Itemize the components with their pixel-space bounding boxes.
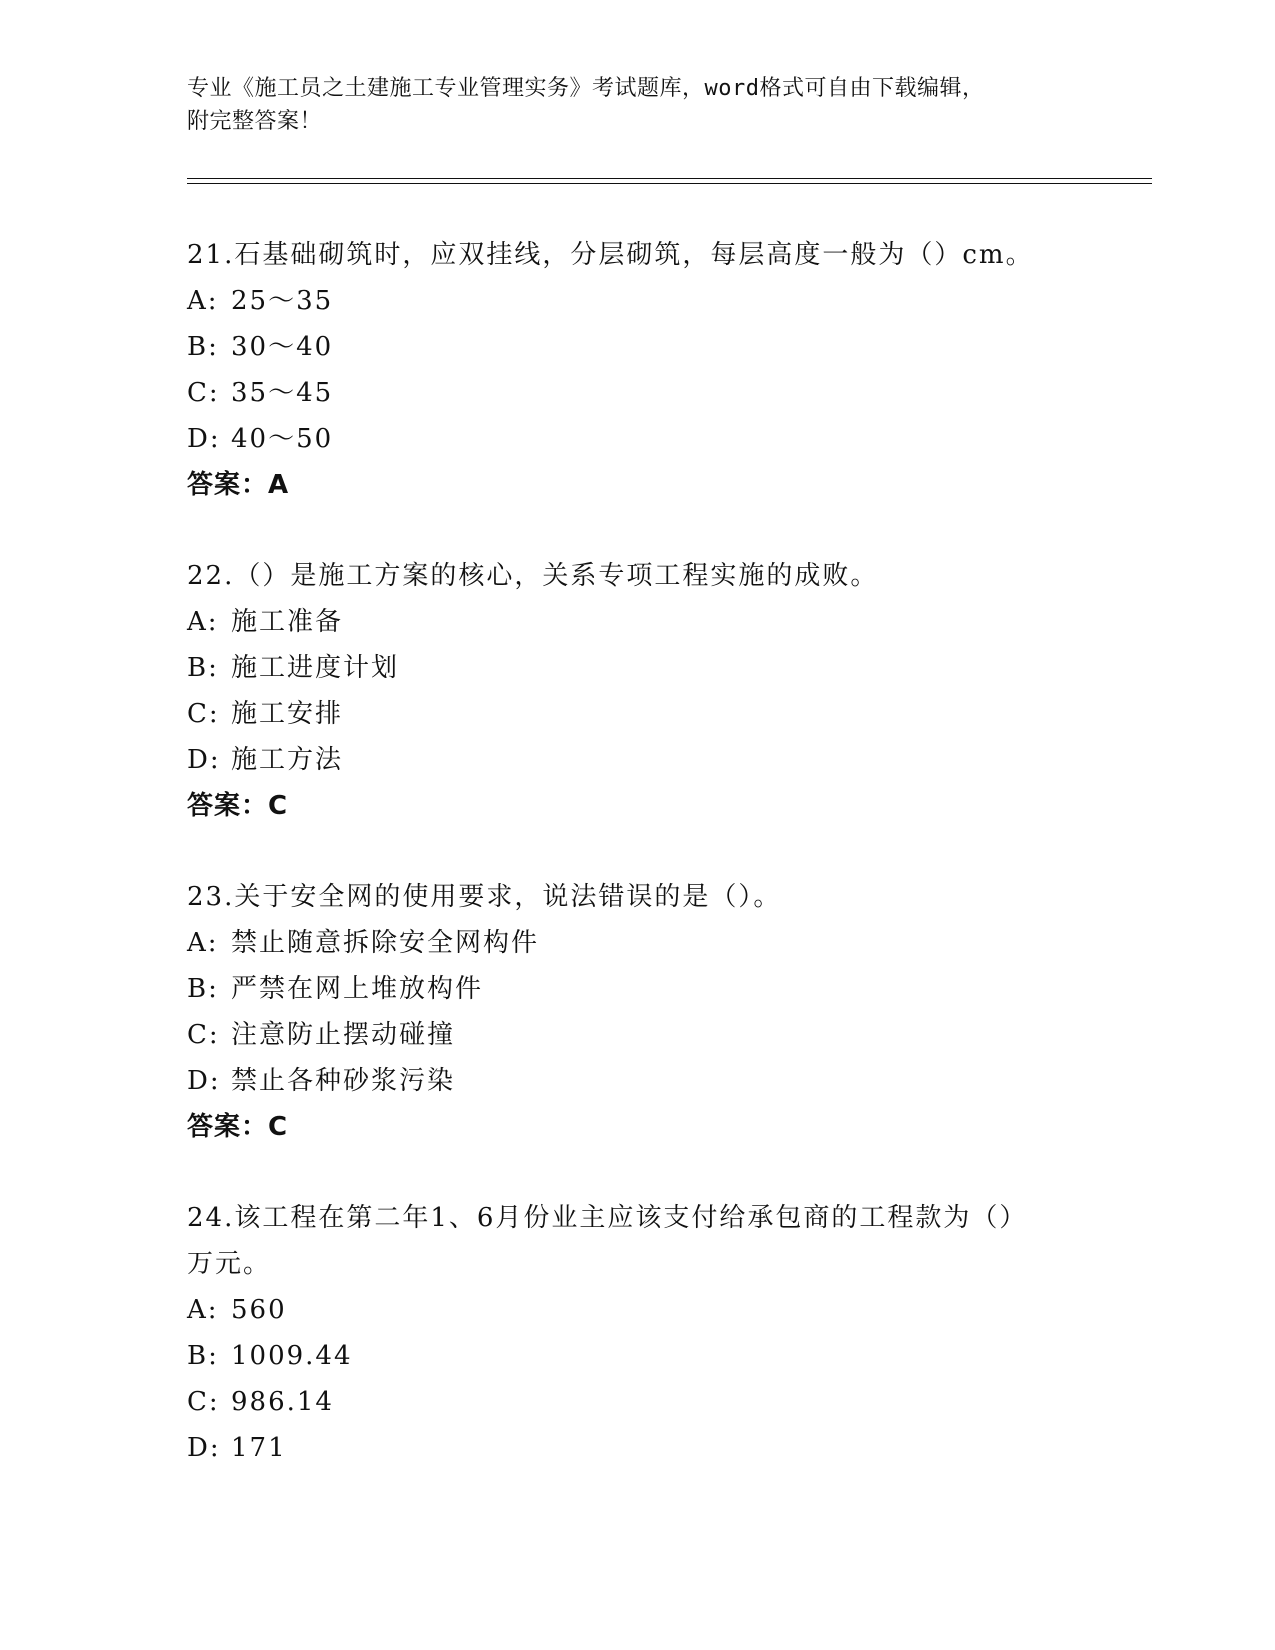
header-divider-top [187, 178, 1152, 179]
option-letter: B: [187, 653, 219, 683]
option-letter: B: [187, 332, 219, 362]
option-letter: D: [187, 424, 221, 454]
document-header [187, 72, 1087, 138]
option-b [187, 1333, 1067, 1379]
option-letter: A: [187, 607, 219, 637]
option-letter: A: [187, 1295, 219, 1325]
header-line-1: 专业《施工员之土建施工专业管理实务》考试题库，word格式可自由下载编辑， [187, 76, 985, 101]
option-text: 171 [231, 1433, 287, 1463]
header-line-2: 附完整答案！ [187, 109, 323, 134]
answer-label: 答案： [187, 791, 269, 821]
header-divider-bottom [187, 183, 1152, 184]
option-text: 施工准备 [231, 607, 344, 637]
option-letter: B: [187, 1341, 219, 1371]
option-letter: C: [187, 378, 220, 408]
option-text: 禁止各种砂浆污染 [231, 1066, 456, 1096]
question-23 [187, 874, 1067, 1150]
option-letter: D: [187, 1066, 221, 1096]
option-text: 施工安排 [231, 699, 344, 729]
option-a [187, 599, 1067, 645]
question-stem: 22.（）是施工方案的核心，关系专项工程实施的成败。 [187, 561, 879, 591]
question-stem: 23.关于安全网的使用要求，说法错误的是（）。 [187, 882, 782, 912]
question-stem: 21.石基础砌筑时，应双挂线，分层砌筑，每层高度一般为（）cm。 [187, 240, 1034, 270]
option-text: 40～50 [231, 424, 334, 454]
option-text: 30～40 [231, 332, 334, 362]
answer-line [187, 462, 1067, 508]
answer-value: A [268, 470, 290, 500]
question-21 [187, 232, 1067, 508]
option-c [187, 370, 1067, 416]
option-letter: D: [187, 745, 221, 775]
answer-label: 答案： [187, 1112, 269, 1142]
option-letter: D: [187, 1433, 221, 1463]
option-text: 施工进度计划 [231, 653, 400, 683]
option-text: 注意防止摆动碰撞 [231, 1020, 456, 1050]
option-a [187, 278, 1067, 324]
option-a [187, 1287, 1067, 1333]
question-stem-line-1: 24.该工程在第二年1、6月份业主应该支付给承包商的工程款为（） [187, 1203, 1028, 1233]
question-stem-line-2: 万元。 [187, 1249, 272, 1279]
option-d [187, 416, 1067, 462]
answer-value: C [268, 791, 289, 821]
option-text: 严禁在网上堆放构件 [231, 974, 484, 1004]
option-b [187, 324, 1067, 370]
answer-value: C [268, 1112, 289, 1142]
option-b [187, 966, 1067, 1012]
option-d [187, 1058, 1067, 1104]
answer-line [187, 783, 1067, 829]
option-text: 560 [231, 1295, 287, 1325]
option-c [187, 691, 1067, 737]
option-c [187, 1012, 1067, 1058]
option-letter: C: [187, 1387, 220, 1417]
question-22 [187, 553, 1067, 829]
option-text: 25～35 [231, 286, 334, 316]
option-letter: A: [187, 928, 219, 958]
option-letter: B: [187, 974, 219, 1004]
option-letter: C: [187, 1020, 220, 1050]
option-letter: C: [187, 699, 220, 729]
option-letter: A: [187, 286, 219, 316]
option-b [187, 645, 1067, 691]
option-d [187, 737, 1067, 783]
answer-line [187, 1104, 1067, 1150]
option-c [187, 1379, 1067, 1425]
option-a [187, 920, 1067, 966]
answer-label: 答案： [187, 470, 269, 500]
option-text: 施工方法 [231, 745, 344, 775]
question-24 [187, 1195, 1067, 1471]
option-text: 禁止随意拆除安全网构件 [231, 928, 540, 958]
option-text: 986.14 [231, 1387, 334, 1417]
option-text: 1009.44 [231, 1341, 353, 1371]
option-text: 35～45 [231, 378, 334, 408]
option-d [187, 1425, 1067, 1471]
